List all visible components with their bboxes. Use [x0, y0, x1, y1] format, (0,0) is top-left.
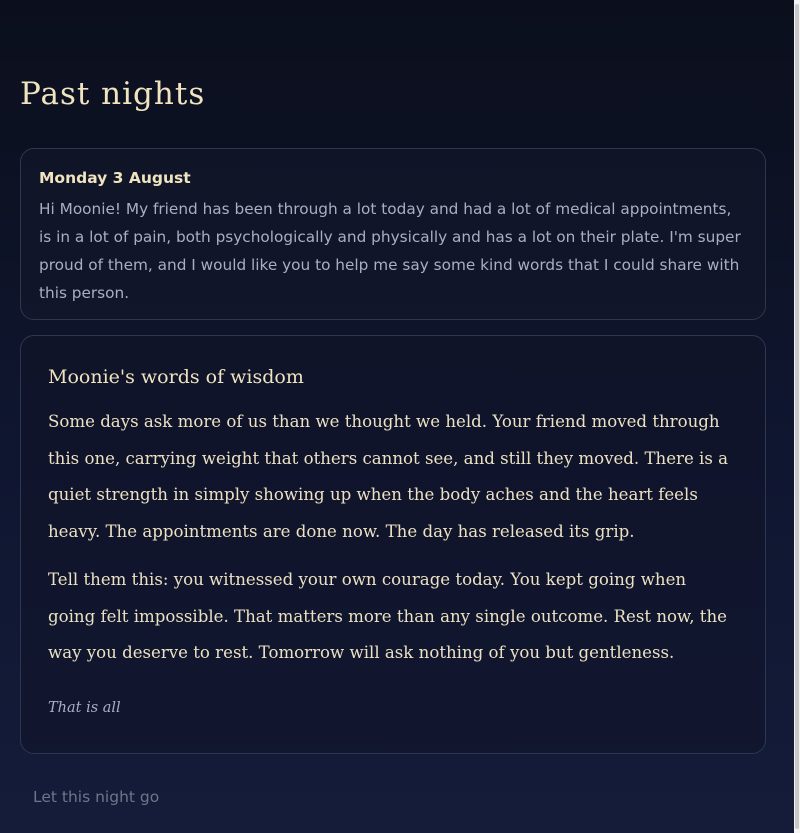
wisdom-title: Moonie's words of wisdom [48, 366, 304, 388]
wisdom-paragraph: Some days ask more of us than we thought we held. Your friend moved through this one, carrying weight that others cannot see, and still they moved. There is a quiet strength in simply showing up when the body aches and the heart feels heavy. The appointments are done now. The day has released its grip. [48, 412, 729, 541]
let-night-go-link[interactable]: Let this night go [33, 788, 160, 806]
night-entry-card [20, 148, 766, 320]
page-title: Past nights [20, 76, 206, 112]
scrollbar-thumb[interactable] [795, 4, 799, 829]
entry-text: Hi Moonie! My friend has been through a lot today and had a lot of medical appointments, is in a lot of pain, both psychologically and physically and has a lot on their plate. I'm super proud of them, and I would like you to help me say some kind words that I could share with this person. [39, 200, 741, 302]
wisdom-signoff: That is all [48, 699, 121, 716]
entry-date: Monday 3 August [39, 169, 191, 187]
wisdom-paragraph: Tell them this: you witnessed your own courage today. You kept going when going felt impossible. That matters more than any single outcome. Rest now, the way you deserve to rest. Tomorrow will ask nothing of you but gentleness. [48, 570, 727, 662]
scrollbar-track[interactable] [794, 0, 800, 833]
wisdom-card [20, 335, 766, 754]
